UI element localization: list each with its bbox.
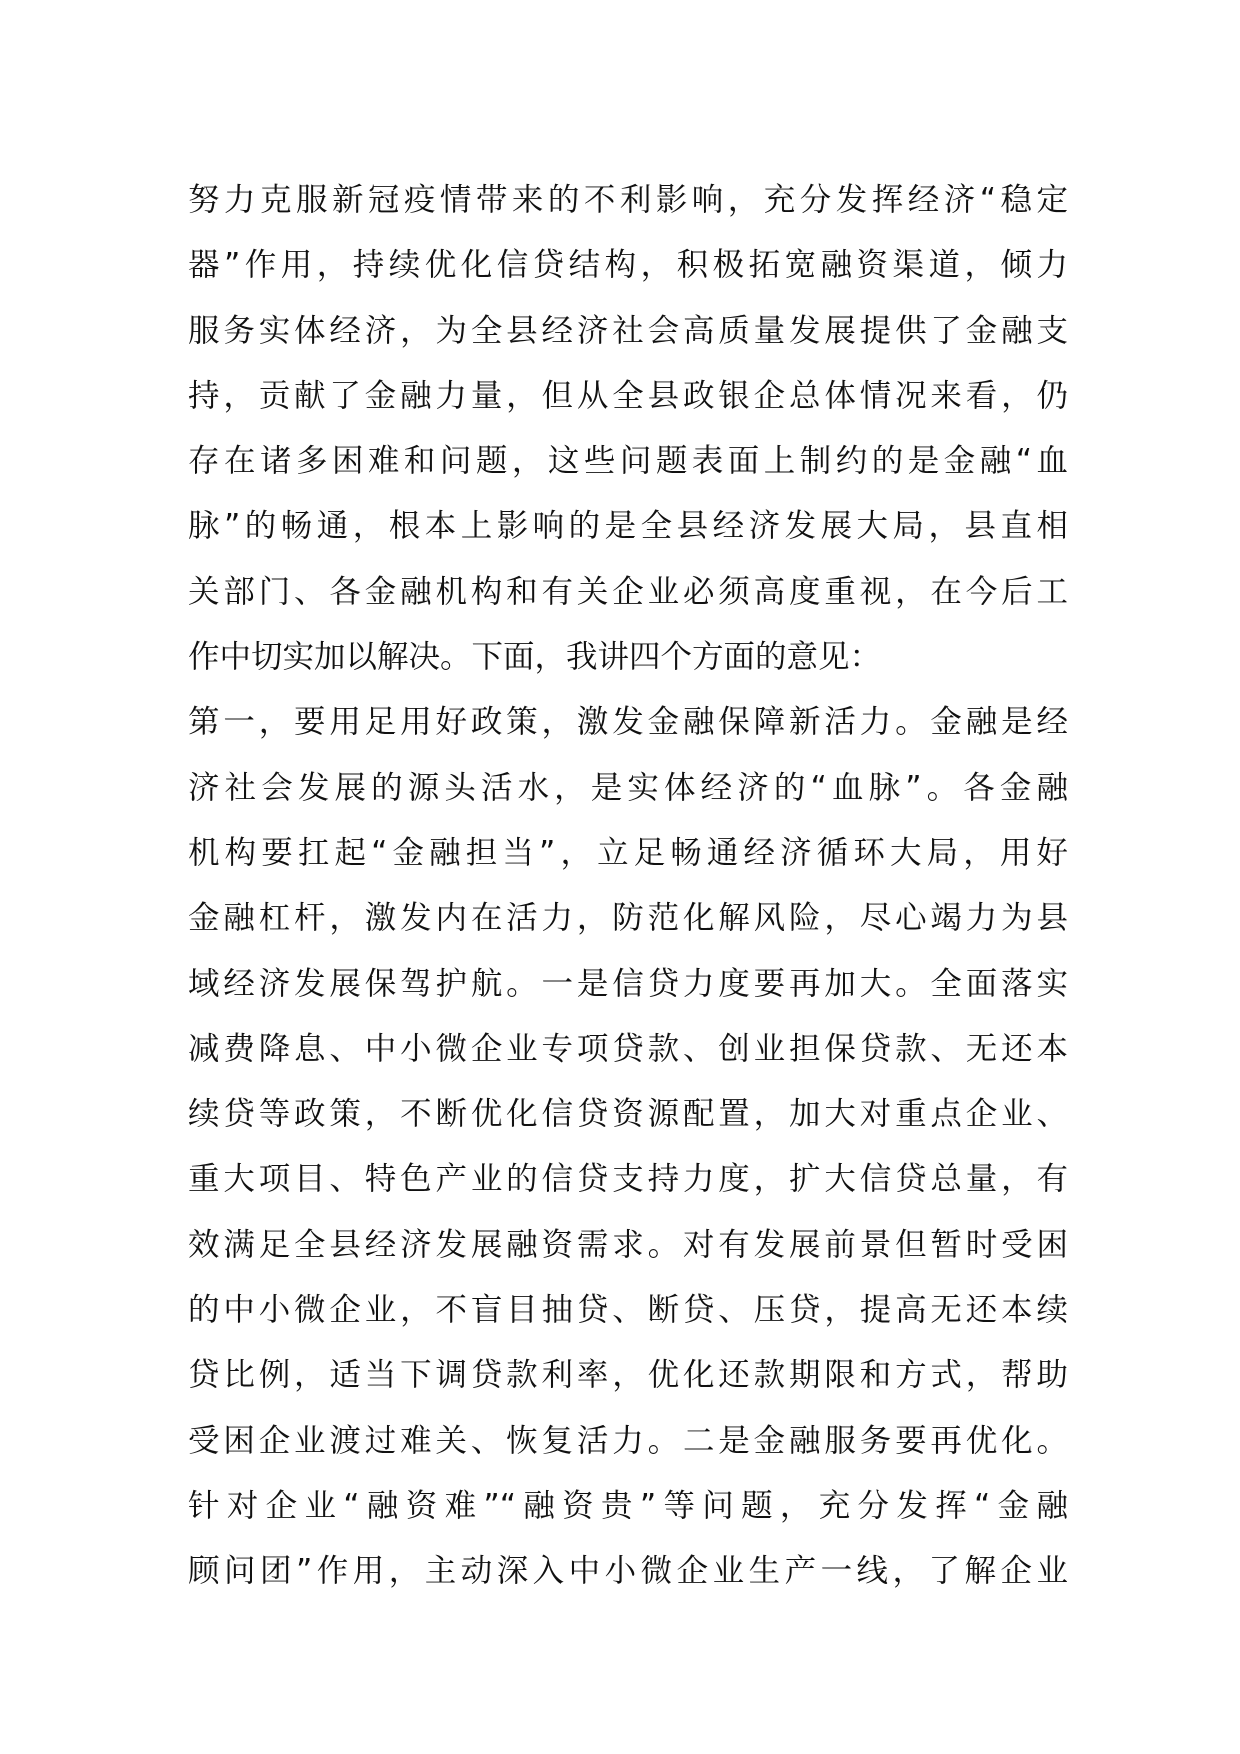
text-line-21: 针对企业“融资难”“融资贵”等问题，充分发挥“金融 — [188, 1487, 1068, 1524]
text-line-18: 的中小微企业，不盲目抽贷、断贷、压贷，提高无还本续 — [188, 1292, 1068, 1329]
text-line-11: 机构要扛起“金融担当”，立足畅通经济循环大局，用好 — [188, 834, 1068, 871]
text-line-4: 持，贡献了金融力量，但从全县政银企总体情况来看，仍 — [188, 377, 1068, 414]
body-text — [188, 168, 1068, 1605]
text-line-13: 域经济发展保驾护航。一是信贷力度要再加大。全面落实 — [188, 965, 1068, 1002]
text-line-20: 受困企业渡过难关、恢复活力。二是金融服务要再优化。 — [188, 1422, 1068, 1459]
text-line-14: 减费降息、中小微企业专项贷款、创业担保贷款、无还本 — [188, 1030, 1068, 1067]
text-line-16: 重大项目、特色产业的信贷支持力度，扩大信贷总量，有 — [188, 1161, 1068, 1198]
text-line-8: 作中切实加以解决。下面，我讲四个方面的意见： — [188, 639, 882, 676]
text-line-2: 器”作用，持续优化信贷结构，积极拓宽融资渠道，倾力 — [188, 247, 1068, 284]
text-line-7: 关部门、各金融机构和有关企业必须高度重视，在今后工 — [188, 573, 1068, 610]
text-line-17: 效满足全县经济发展融资需求。对有发展前景但暂时受困 — [188, 1226, 1068, 1263]
text-line-6: 脉”的畅通，根本上影响的是全县经济发展大局，县直相 — [188, 508, 1068, 545]
text-line-12: 金融杠杆，激发内在活力，防范化解风险，尽心竭力为县 — [188, 900, 1068, 937]
text-line-5: 存在诸多困难和问题，这些问题表面上制约的是金融“血 — [188, 443, 1068, 480]
text-line-1: 努力克服新冠疫情带来的不利影响，充分发挥经济“稳定 — [188, 182, 1068, 218]
text-line-9: 第一，要用足用好政策，激发金融保障新活力。金融是经 — [188, 704, 1068, 741]
text-line-3: 服务实体经济，为全县经济社会高质量发展提供了金融支 — [188, 312, 1068, 349]
text-line-10: 济社会发展的源头活水，是实体经济的“血脉”。各金融 — [188, 769, 1068, 806]
text-line-15: 续贷等政策，不断优化信贷资源配置，加大对重点企业、 — [188, 1096, 1068, 1133]
text-line-19: 贷比例，适当下调贷款利率，优化还款期限和方式，帮助 — [188, 1357, 1068, 1394]
text-line-22: 顾问团”作用，主动深入中小微企业生产一线，了解企业 — [188, 1553, 1068, 1590]
